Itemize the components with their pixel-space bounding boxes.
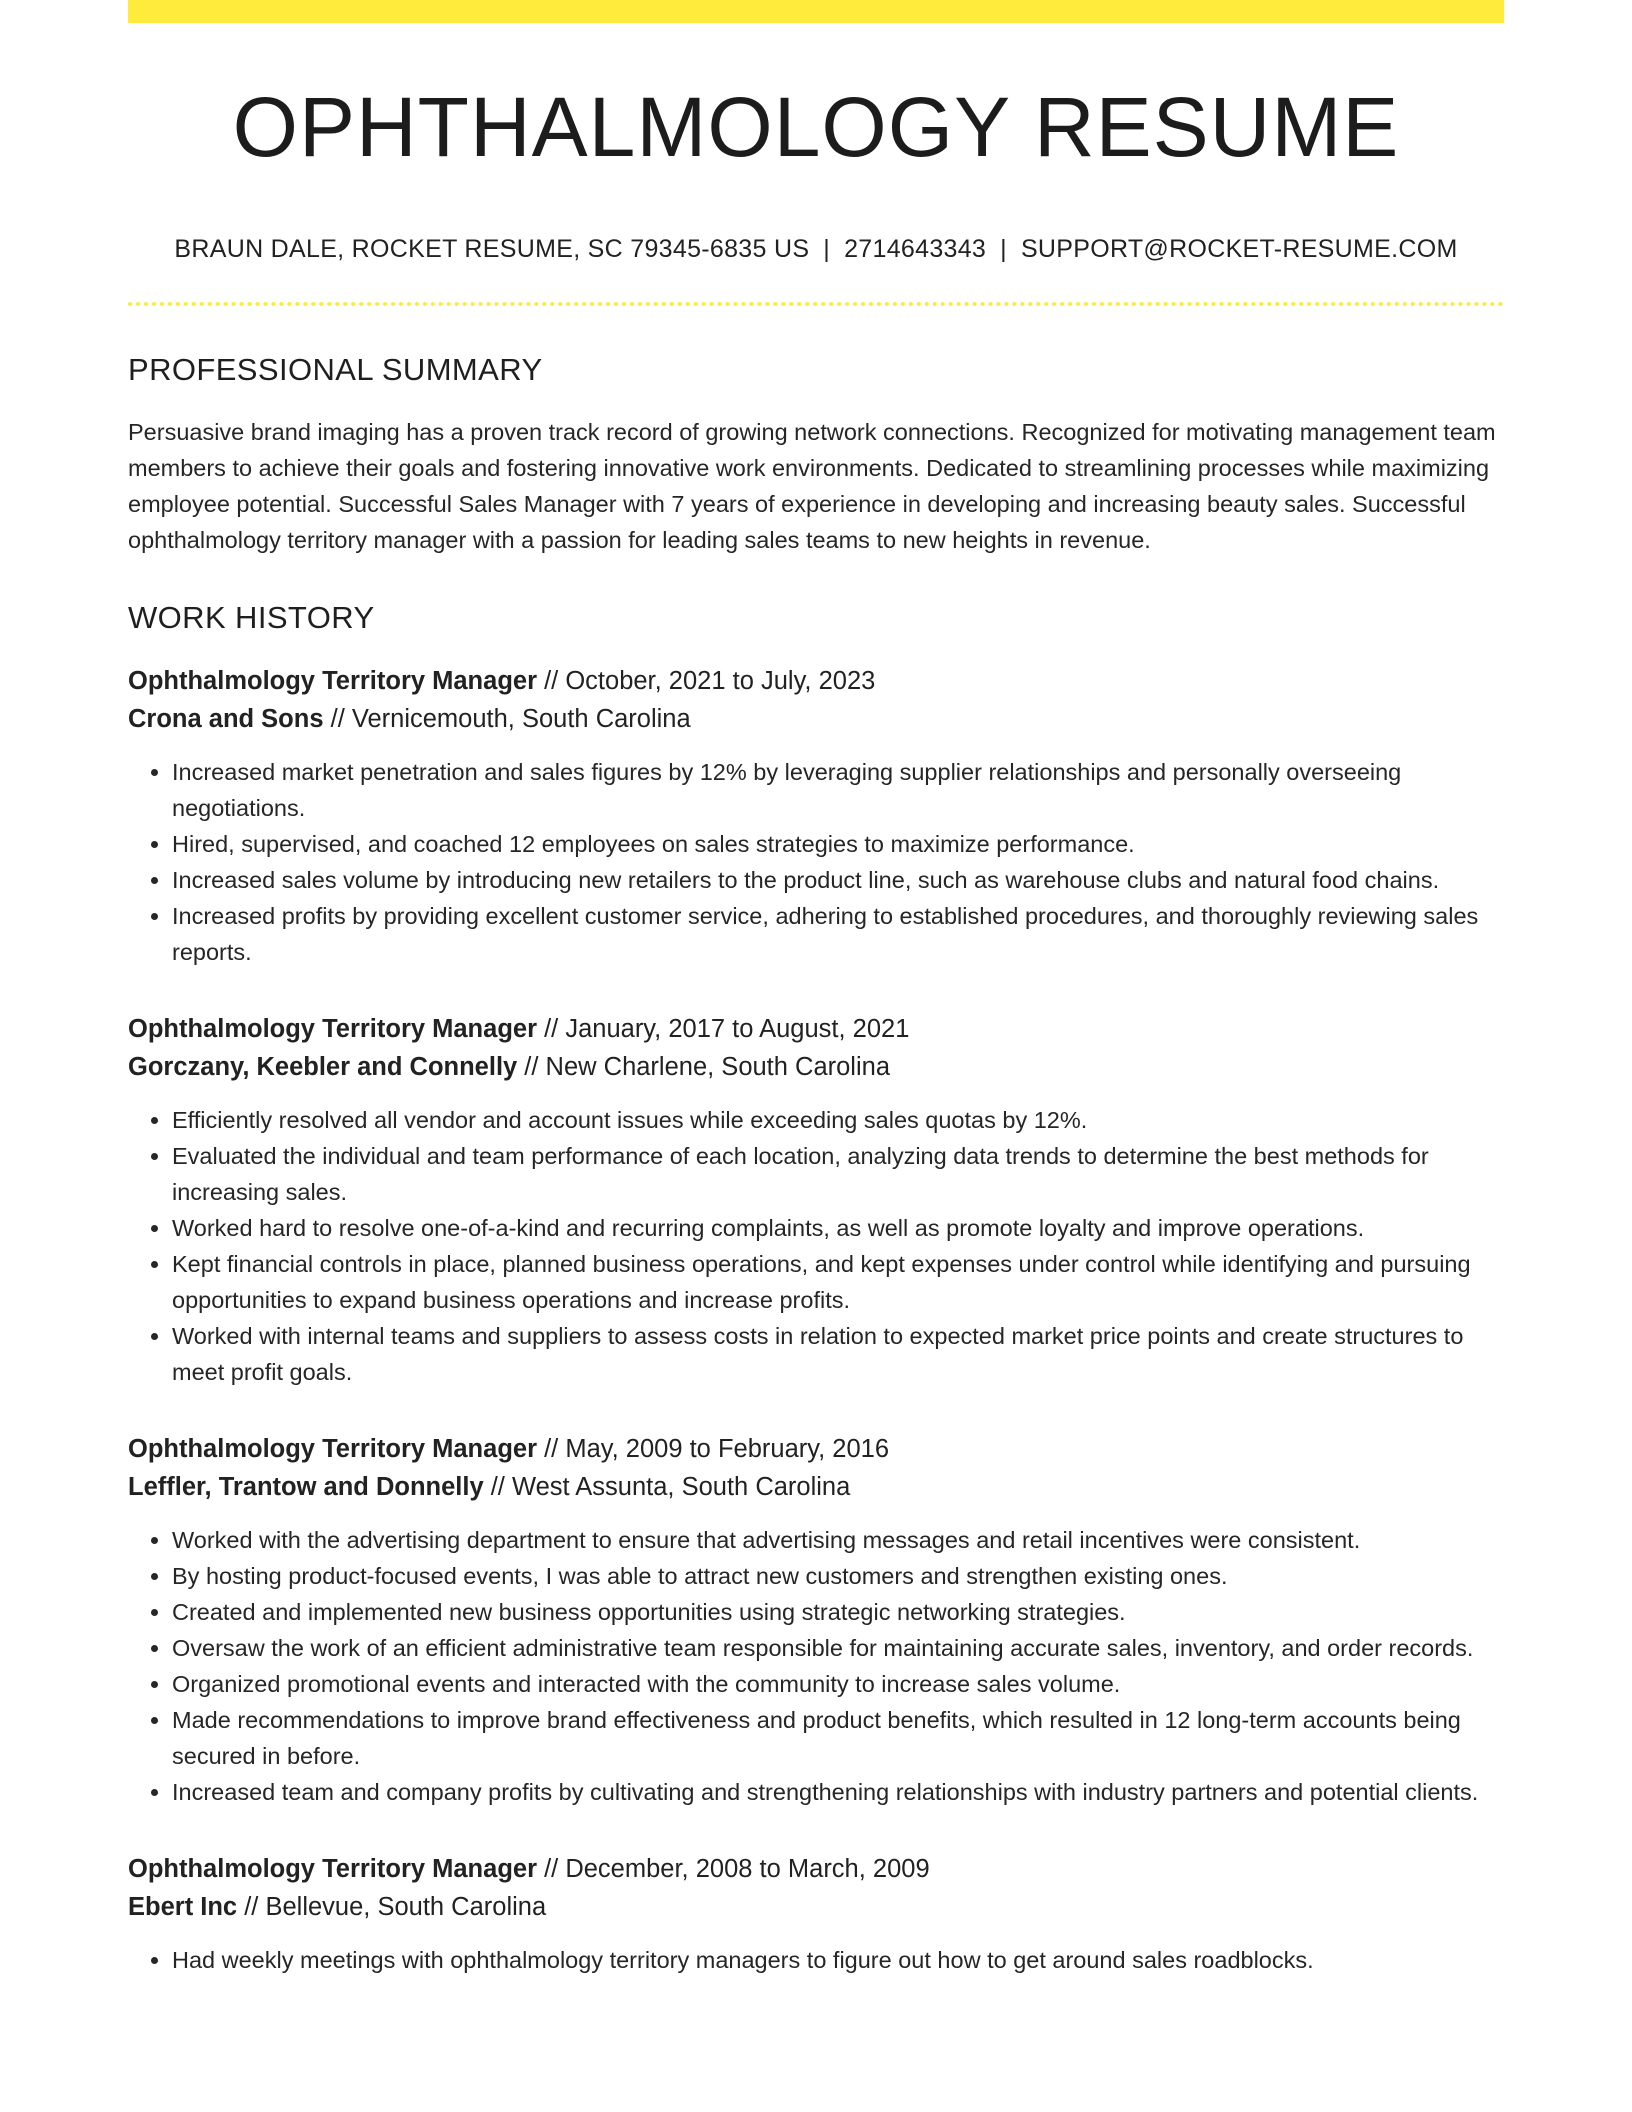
job-company-line: [128, 700, 1504, 738]
job-company: Gorczany, Keebler and Connelly: [128, 1053, 518, 1082]
job-company: Ebert Inc: [128, 1893, 238, 1922]
job-bullet: • Increased profits by providing excellent customer service, adhering to established procedures, and thoroughly reviewing sales reports.: [172, 898, 1504, 970]
contact-separator: |: [1000, 235, 1007, 264]
job-bullet-list: [128, 1102, 1504, 1390]
job-bullet: • Efficiently resolved all vendor and account issues while exceeding sales quotas by 12%.: [172, 1102, 1504, 1138]
job-bullet: • Evaluated the individual and team performance of each location, analyzing data trends to determine the best methods for increasing sales.: [172, 1138, 1504, 1210]
job-bullet: • Had weekly meetings with ophthalmology territory managers to figure out how to get around sales roadblocks.: [172, 1942, 1504, 1978]
job-bullet: • Made recommendations to improve brand effectiveness and product benefits, which resulted in 12 long-term accounts being secured in before.: [172, 1702, 1504, 1774]
contact-phone: 2714643343: [844, 235, 987, 264]
job-title: Ophthalmology Territory Manager: [128, 667, 537, 696]
job-title-line: [128, 1430, 1504, 1468]
job-location: // New Charlene, South Carolina: [517, 1053, 890, 1082]
contact-address: BRAUN DALE, ROCKET RESUME, SC 79345-6835 US: [174, 235, 810, 264]
job-title-line: [128, 662, 1504, 700]
job-entry: [128, 1850, 1504, 1978]
job-company: Leffler, Trantow and Donnelly: [128, 1473, 484, 1502]
contact-email: SUPPORT@ROCKET-RESUME.COM: [1020, 235, 1458, 264]
page-title: OPHTHALMOLOGY RESUME: [232, 80, 1400, 174]
summary-heading: PROFESSIONAL SUMMARY: [128, 352, 543, 388]
job-bullet-list: [128, 1942, 1504, 1978]
job-bullet: • Worked with internal teams and suppliers to assess costs in relation to expected market price points and create structures to meet profit goals.: [172, 1318, 1504, 1390]
job-title: Ophthalmology Territory Manager: [128, 1855, 537, 1884]
job-company-line: [128, 1048, 1504, 1086]
resume-page: [128, 0, 1504, 1978]
job-bullet: • Worked hard to resolve one-of-a-kind and recurring complaints, as well as promote loyalty and improve operations.: [172, 1210, 1504, 1246]
job-dates: // May, 2009 to February, 2016: [537, 1435, 889, 1464]
job-dates: // October, 2021 to July, 2023: [537, 667, 876, 696]
job-bullet-list: [128, 1522, 1504, 1810]
summary-text: Persuasive brand imaging has a proven track record of growing network connections. Recognized for motivating management team members to achieve their goals and fostering innovative work environments. Dedicated to streamlining processes while maximizing employee potential. Successful Sales Manager with 7 years of experience in developing and increasing beauty sales. Successful ophthalmology territory manager with a passion for leading sales teams to new heights in revenue.: [128, 419, 1496, 554]
job-title: Ophthalmology Territory Manager: [128, 1435, 537, 1464]
job-entry: [128, 662, 1504, 970]
job-entry: [128, 1010, 1504, 1390]
job-bullet: • Increased market penetration and sales figures by 12% by leveraging supplier relationships and personally overseeing negotiations.: [172, 754, 1504, 826]
contact-line: [128, 235, 1504, 264]
work-history-list: [128, 662, 1504, 1978]
job-bullet-list: [128, 754, 1504, 970]
work-history-heading: WORK HISTORY: [128, 600, 375, 636]
top-accent-bar: [128, 0, 1504, 23]
job-bullet: • Created and implemented new business opportunities using strategic networking strategies.: [172, 1594, 1504, 1630]
job-company-line: [128, 1888, 1504, 1926]
job-bullet: • Increased sales volume by introducing new retailers to the product line, such as warehouse clubs and natural food chains.: [172, 862, 1504, 898]
job-bullet: • Worked with the advertising department to ensure that advertising messages and retail incentives were consistent.: [172, 1522, 1504, 1558]
job-company-line: [128, 1468, 1504, 1506]
job-location: // Bellevue, South Carolina: [237, 1893, 547, 1922]
job-bullet: • Hired, supervised, and coached 12 employees on sales strategies to maximize performance.: [172, 826, 1504, 862]
contact-separator: |: [823, 235, 831, 264]
job-bullet: • Oversaw the work of an efficient administrative team responsible for maintaining accurate sales, inventory, and order records.: [172, 1630, 1504, 1666]
job-title-line: [128, 1850, 1504, 1888]
job-entry: [128, 1430, 1504, 1810]
job-bullet: • Organized promotional events and interacted with the community to increase sales volume.: [172, 1666, 1504, 1702]
job-bullet: • Increased team and company profits by cultivating and strengthening relationships with industry partners and potential clients.: [172, 1774, 1504, 1810]
job-title: Ophthalmology Territory Manager: [128, 1015, 537, 1044]
job-location: // West Assunta, South Carolina: [483, 1473, 851, 1502]
job-bullet: • By hosting product-focused events, I was able to attract new customers and strengthen existing ones.: [172, 1558, 1504, 1594]
job-company: Crona and Sons: [128, 705, 324, 734]
job-dates: // December, 2008 to March, 2009: [537, 1855, 930, 1884]
dotted-divider: [128, 302, 1504, 306]
job-bullet: • Kept financial controls in place, planned business operations, and kept expenses under control while identifying and pursuing opportunities to expand business operations and increase profits.: [172, 1246, 1504, 1318]
job-dates: // January, 2017 to August, 2021: [537, 1015, 910, 1044]
job-location: // Vernicemouth, South Carolina: [323, 705, 691, 734]
job-title-line: [128, 1010, 1504, 1048]
